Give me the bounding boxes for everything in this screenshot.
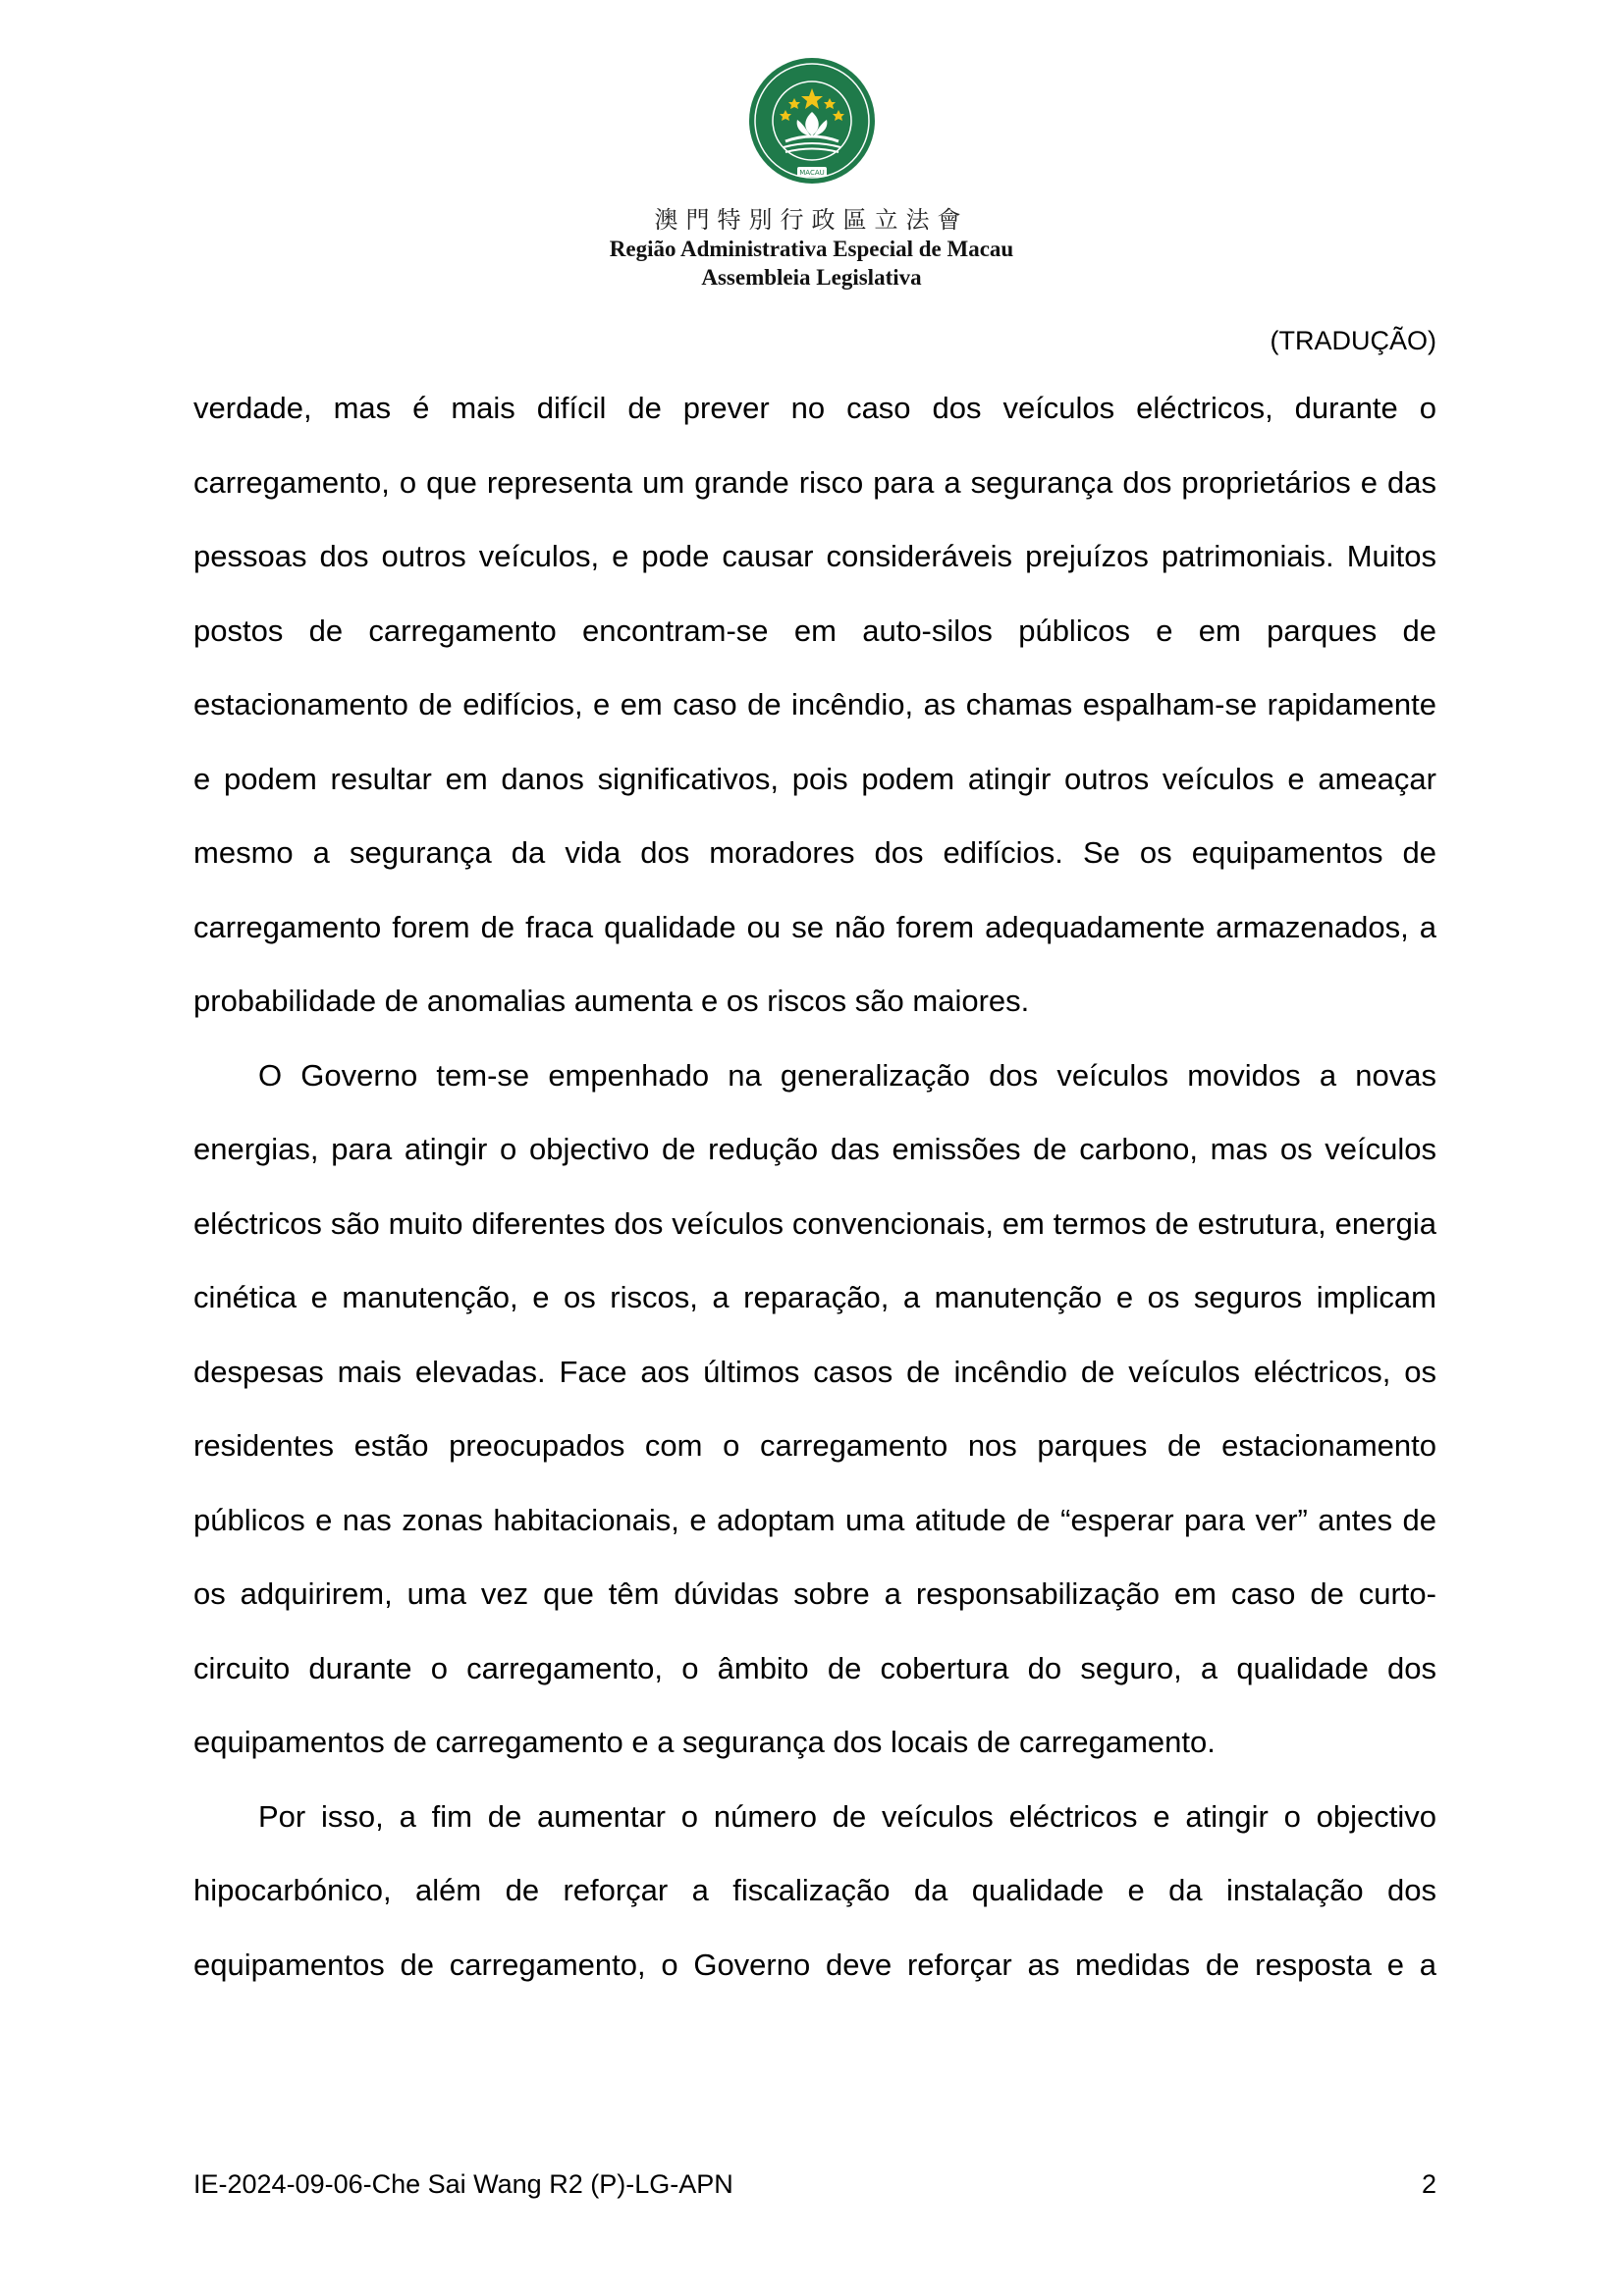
page-header bbox=[0, 55, 1623, 292]
page-number: 2 bbox=[1421, 2169, 1436, 2199]
paragraph-1: verdade, mas é mais difícil de prever no caso dos veículos eléctricos, durante o carregamento, o que representa um grande risco para a segurança dos proprietários e das pessoas dos outros veículos, e pode causar consideráveis prejuízos patrimoniais. Muitos postos de carregamento encontram-se em auto-silos públicos e em parques de estacionamento de edifícios, e em caso de incêndio, as chamas espalham-se rapidamente e podem resultar em danos significativos, pois podem atingir outros veículos e ameaçar mesmo a segurança da vida dos moradores dos edifícios. Se os equipamentos de carregamento forem de fraca qualidade ou se não forem adequadamente armazenados, a probabilidade de anomalias aumenta e os riscos são maiores. bbox=[193, 391, 1436, 1018]
region-name: Região Administrativa Especial de Macau bbox=[609, 237, 1014, 261]
document-body bbox=[193, 371, 1436, 2002]
chinese-institution-name: 澳門特別行政區立法會 bbox=[654, 206, 969, 234]
paragraph-3: Por isso, a fim de aumentar o número de veículos eléctricos e atingir o objectivo hipocarbónico, além de reforçar a fiscalização da qualidade e da instalação dos equipamentos de carregamento, o Governo deve reforçar as medidas de resposta e a bbox=[193, 1798, 1436, 1982]
macau-emblem-icon bbox=[746, 55, 878, 187]
assembly-name: Assembleia Legislativa bbox=[701, 265, 922, 290]
emblem-label: MACAU bbox=[798, 169, 825, 177]
document-reference: IE-2024-09-06-Che Sai Wang R2 (P)-LG-APN bbox=[193, 2169, 733, 2199]
translation-tag: (TRADUÇÃO) bbox=[1270, 326, 1436, 355]
paragraph-2: O Governo tem-se empenhado na generalização dos veículos movidos a novas energias, para atingir o objectivo de redução das emissões de carbono, mas os veículos eléctricos são muito diferentes dos veículos convencionais, em termos de estrutura, energia cinética e manutenção, e os riscos, a reparação, a manutenção e os seguros implicam despesas mais elevadas. Face aos últimos casos de incêndio de veículos eléctricos, os residentes estão preocupados com o carregamento nos parques de estacionamento públicos e nas zonas habitacionais, e adoptam uma atitude de “esperar para ver” antes de os adquirirem, uma vez que têm dúvidas sobre a responsabilização em caso de curto-circuito durante o carregamento, o âmbito de cobertura do seguro, a qualidade dos equipamentos de carregamento e a segurança dos locais de carregamento. bbox=[193, 1057, 1436, 1759]
page-footer bbox=[193, 2169, 1436, 2200]
